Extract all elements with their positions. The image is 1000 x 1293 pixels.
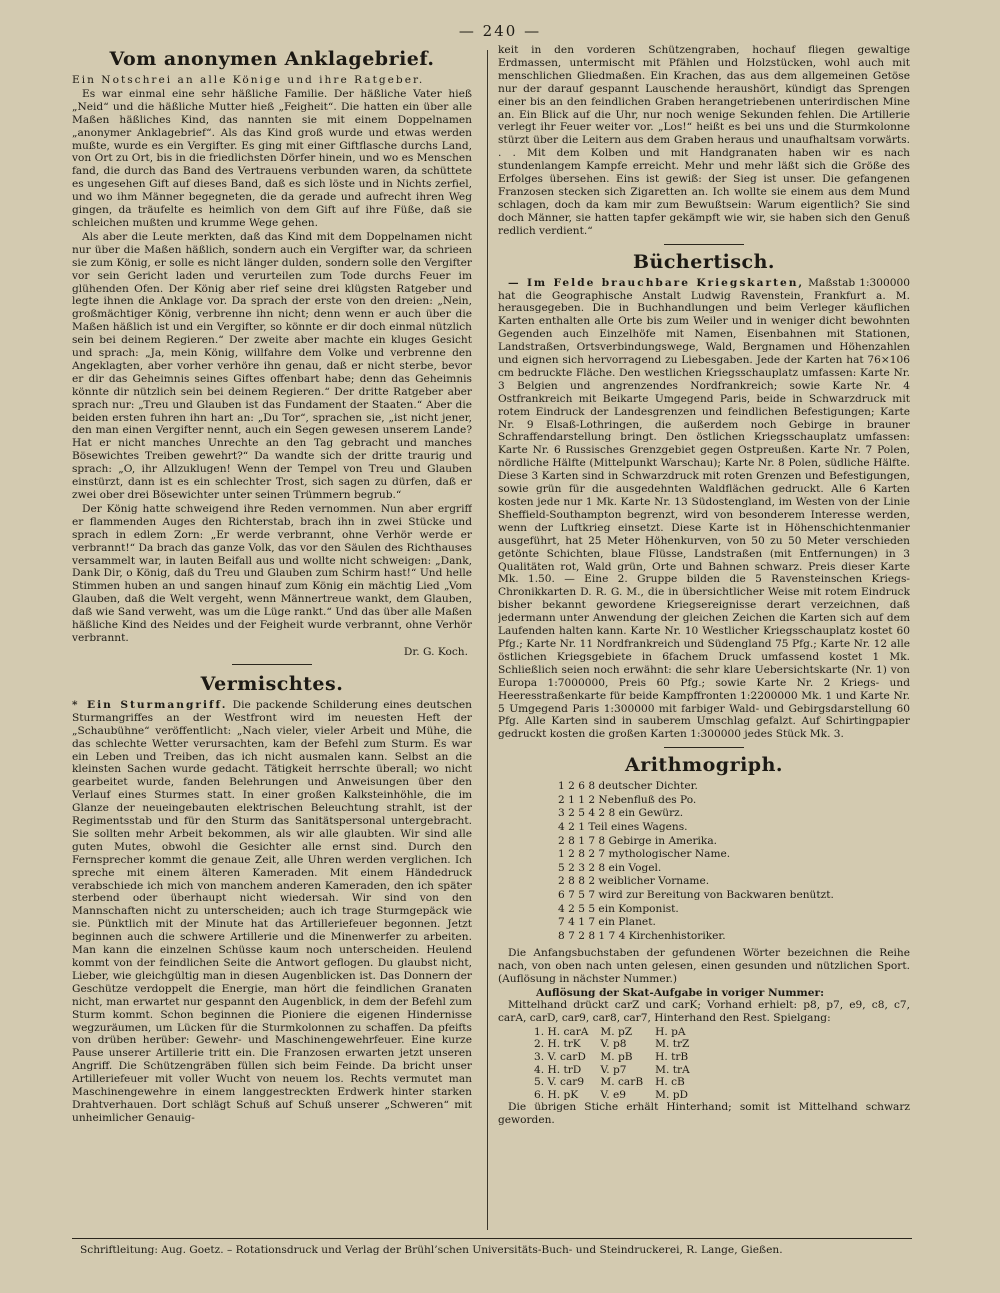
list-item: 6 7 5 7 wird zur Bereitung von Backwaren benützt.: [558, 888, 834, 901]
table-row: [534, 1076, 702, 1089]
article-lead: — Im Felde brauchbare Kriegskarten,: [508, 276, 805, 289]
divider: [664, 244, 744, 245]
paragraph-text: Die packende Schilderung eines deutschen Sturmangriffes an der Westfront wird im neuesten Heft der „Schaubühne“ veröffentlicht: „Nach vieler, vieler Arbeit und Mühe, die das schlechte Wetter verursachten, kam der Befehl zum Sturm. Es war ein Leben und Treiben, das ich nicht ausmalen kann. Selbst an die kleinsten Sachen wurde gedacht. Tätigkeit herrschte überall; wo nicht gearbeitet wurde, fanden Belehrungen und Anweisungen über den Verlauf eines Sturmes statt. In einer großen Kalksteinhöhle, die im Glanze der neueingebauten elektrischen Beleuchtung strahlt, ist der Regimentsstab und für den Sturm das Sanitätspersonal untergebracht. Sie sollten mehr Arbeit bekommen, als wir alle glaubten. Wir sind alle guten Mutes, obwohl die Gesichter alle ernst sind. Durch den Fernsprecher kommt die genaue Zeit, alle Uhren werden verglichen. Ich spreche mit einem älteren Kameraden. Mit einem Händedruck verabschiede ich mich von manchem anderen Kameraden, den ich später sterbend oder überhaupt nicht wiedersah. Wir sind von den Mannschaften nicht zu unterscheiden; auch ich trage Sturmgepäck wie sie. Pünktlich mit der Minute hat das Artilleriefeuer begonnen. Jetzt beginnen auch die schwere Artillerie und die Minenwerfer zu arbeiten. Man kann die einzelnen Schüsse kaum noch unterscheiden. Heulend kommt von der feindlichen Seite die Antwort geflogen. Du glaubst nicht, Lieber, wie gleichgültig man in diesen Augenblicken ist. Das Donnern der Geschütze verdoppelt die Energie, man hört die feindlichen Granaten nicht, man erwartet nur gespannt den Augenblick, in dem der Befehl zum Sturm kommt. Schon beginnen die Pioniere die eigenen Hindernisse wegzuräumen, um Lücken für die Sturmkolonnen zu schaffen. Da pfeifts von drüben herüber: Gewehr- und Maschinengewehrfeuer. Eine kurze Pause unserer Artillerie tritt ein. Die Franzosen erwarten jetzt unseren Angriff. Die Schützengräben füllen sich beim Feinde. Da bricht unser Artilleriefeuer mit voller Wucht von neuem los. Rechts vermutet man Maschinengewehre in einem langgestreckten Erdwerk hinter starken Drahtverhauen. Dort schlägt Schuß auf Schuß unserer „Schweren“ mit unheimlicher Genauig-: [72, 698, 472, 1124]
list-item: 2 8 1 7 8 Gebirge in Amerika.: [558, 834, 718, 847]
paragraph-text: Maßstab 1:300000 hat die Geographische Anstalt Ludwig Ravenstein, Frankfurt a. M. herausgegeben. Die in Buchhandlungen und beim Verleger käuflichen Karten enthalten alle Orte bis zum Weiler und in weniger dicht bewohnten Gegenden auch Einzelhöfe mit Namen, Eisenbahnen mit Stationen, Landstraßen, Ortsverbindungswege, Wald, Bergnamen und Höhenzahlen und eignen sich hervorragend zu Liebesgaben. Jede der Karten hat 76×106 cm bedruckte Fläche. Den westlichen Kriegsschauplatz umfassen: Karte Nr. 3 Belgien und angrenzendes Nordfrankreich; sowie Karte Nr. 4 Ostfrankreich mit Beikarte Umgegend Paris, beide in Schwarzdruck mit rotem Eindruck der Landesgrenzen und feindlichen Befestigungen; Karte Nr. 9 Elsaß-Lothringen, die außerdem noch Gebirge in brauner Schraffendarstellung bringt. Den östlichen Kriegsschauplatz umfassen: Karte Nr. 6 Russisches Grenzgebiet gegen Ostpreußen. Karte Nr. 7 Polen, nördliche Hälfte (Mittelpunkt Warschau); Karte Nr. 8 Polen, südliche Hälfte. Diese 3 Karten sind in Schwarzdruck mit roten Grenzen und Befestigungen, sowie grün für die ausgedehnten Waldflächen gedruckt. Alle 6 Karten kosten jede nur 1 Mk. Karte Nr. 13 Südostengland, im Westen von der Linie Sheffield-Southampton begrenzt, wird von besonderem Interesse werden, wenn der Luftkrieg einsetzt. Diese Karte ist in Höhenschichtenmanier ausgeführt, hat 25 Meter Höhenkurven, von 50 zu 50 Meter verschieden getönte Schichten, blaue Flüsse, Landstraßen (mit Entfernungen) in 3 Qualitäten rot, Wald grün, Orte und Bahnen schwarz. Preis dieser Karte Mk. 1.50. — Eine 2. Gruppe bilden die 5 Ravensteinschen Kriegs-Chronikkarten D. R. G. M., die in übersichtlicher Weise mit rotem Eindruck bisher bekannt gewordene Kriegsereignisse derart verzeichnen, daß jedermann unter Anwendung der gleichen Zeichen die Karten sich auf dem Laufenden halten kann. Karte Nr. 10 Westlicher Kriegsschauplatz kostet 60 Pfg.; Karte Nr. 11 Nordfrankreich und Südengland 75 Pfg.; Karte Nr. 12 alle östlichen Kriegsgebiete in 6fachem Druck umfassend kostet 1 Mk. Schließlich seien noch erwähnt: die sehr klare Uebersichtskarte (Nr. 1) von Europa 1:7000000, Preis 60 Pfg.; sowie Karte Nr. 2 Kriegs- und Heeresstraßenkarte für beide Kampffronten 1:2200000 Mk. 1 und Karte Nr. 5 Umgegend Paris 1:300000 mit farbiger Wald- und Gebirgsdarstellung 60 Pfg. Alle Karten sind in sauberem Umschlag gefalzt. Auf Schirtingpapier gedruckt kosten die großen Karten 1:300000 jedes Stück Mk. 3.: [498, 276, 910, 741]
paragraph: Mittelhand drückt carZ und carK; Vorhand erhielt: p8, p7, e9, c8, c7, carA, carD, car9, car8, car7, Hinterhand den Rest. Spielgang:: [498, 999, 910, 1024]
article-title-anklagebrief: Vom anonymen Anklagebrief.: [109, 48, 435, 70]
article-title-buechertisch: Büchertisch.: [632, 250, 776, 273]
paragraph: Die übrigen Stiche erhält Hinterhand; somit ist Mittelhand schwarz geworden.: [498, 1101, 910, 1127]
table-cell: M. carB: [600, 1076, 644, 1089]
footer-divider: [72, 1238, 912, 1239]
table-cell: H. trB: [655, 1051, 689, 1064]
paragraph: [498, 277, 910, 742]
table-cell: 4. H. trD: [534, 1063, 582, 1076]
table-cell: M. pB: [600, 1051, 633, 1064]
table-cell: 3. V. carD: [534, 1051, 586, 1064]
table-cell: 2. H. trK: [534, 1038, 581, 1051]
table-row: [534, 1064, 702, 1077]
table-cell: M. trA: [655, 1063, 690, 1076]
table-cell: V. e9: [600, 1088, 626, 1101]
paragraph: Als aber die Leute merkten, daß das Kind mit dem Doppelnamen nicht nur über die Maßen häßlich, sondern auch ein Vergifter war, da schrieen sie zum König, er solle es nicht länger dulden, sondern solle den Vergifter vor sein Gericht laden und verurteilen zum Tode durchs Feuer im glühenden Ofen. Der König aber rief seine drei klügsten Ratgeber und legte ihnen die Anklage vor. Da sprach der erste von den dreien: „Nein, großmächtiger König, verbrenne ihn nicht; denn wenn er auch über die Maßen häßlich ist und ein Vergifter, so könnte er dir doch einmal nützlich sein bei deinem Regieren.“ Der zweite aber machte ein kluges Gesicht und sprach: „Ja, mein König, willfahre dem Volke und verbrenne den Angeklagten, aber vorher verhöre ihn genau, daß er nicht sterbe, bevor er dir das Geheimnis seines Giftes offenbart habe; denn das Geheimnis könnte dir nützlich sein bei deinem Regieren.“ Der dritte Ratgeber aber sprach nur: „Treu und Glauben ist das Fundament der Staaten.“ Aber die beiden ersten fuhren ihn hart an: „Du Tor“, sprachen sie, „ist nicht jener, den man einen Vergifter nennt, auch ein Segen gewesen unserem Lande? Hat er nicht manches Unrechte an den Tag gebracht und manches Bösewichtes Treiben gewehrt?“ Da wandte sich der dritte traurig und sprach: „O, ihr Allzuklugen! Wenn der Tempel von Treu und Glauben einstürzt, dann ist es ein schlechter Trost, sich sagen zu dürfen, daß er zwei ober drei Bösewichter unter seinen Trümmern begrub.“: [72, 230, 472, 501]
table-cell: 5. V. car9: [534, 1076, 585, 1089]
table-row: [534, 1051, 702, 1064]
list-item: 2 8 8 2 weiblicher Vorname.: [558, 875, 710, 888]
table-cell: M. pZ: [600, 1025, 633, 1038]
table-cell: V. p8: [600, 1038, 627, 1051]
table-cell: M. trZ: [655, 1038, 690, 1051]
table-cell: M. pD: [655, 1088, 688, 1101]
list-item: 8 7 2 8 1 7 4 Kirchenhistoriker.: [558, 929, 726, 942]
divider: [232, 664, 312, 665]
paragraph: Es war einmal eine sehr häßliche Familie. Der häßliche Vater hieß „Neid“ und die häßliche Mutter hieß „Feigheit“. Die hatten ein über alle Maßen häßliches Kind, das nannten sie mit einem Doppelnamen „anonymer Anklagebrief“. Als das Kind groß wurde und etwas werden mußte, wurde es ein Vergifter. Es ging mit einer Giftflasche durchs Land, von Ort zu Ort, bis in die friedlichsten Dörfer hinein, und wo es Menschen fand, die durch das Band des Vertrauens verbunden waren, da schüttete es ungesehen Gift auf dieses Band, daß es sich löste und in Nichts zerfiel, und wo ihm Männer begegneten, die da gerade und aufrecht ihren Weg gingen, da träufelte es heimlich von dem Gift auf ihre Füße, daß sie schleichen mußten und krumme Wege gehen.: [72, 87, 472, 229]
table-cell: V. p7: [600, 1063, 627, 1076]
skat-title: Auflösung der Skat-Aufgabe in voriger Nummer:: [536, 987, 824, 1000]
left-column: [72, 44, 472, 1234]
arithmogriph-list: [558, 780, 910, 943]
table-cell: 6. H. pK: [534, 1088, 579, 1101]
divider: [664, 747, 744, 748]
table-cell: H. pA: [655, 1025, 686, 1038]
article-subtitle: Ein Notschrei an alle Könige und ihre Ratgeber.: [72, 74, 425, 86]
signature: Dr. G. Koch.: [403, 645, 468, 658]
footer-imprint: Schriftleitung: Aug. Goetz. – Rotationsdruck und Verlag der Brühl’schen Universitäts-Buch- und Steindruckerei, R. Lange, Gießen.: [80, 1244, 783, 1256]
article-title-arithmogriph: Arithmogriph.: [624, 754, 784, 777]
page-number: — 240 —: [458, 22, 542, 40]
table-cell: H. cB: [655, 1076, 685, 1089]
paragraph: [72, 699, 472, 1125]
table-row: [534, 1038, 702, 1051]
skat-table: [534, 1026, 702, 1102]
list-item: 4 2 5 5 ein Komponist.: [558, 902, 679, 915]
list-item: 4 2 1 Teil eines Wagens.: [558, 821, 688, 833]
list-item: 1 2 8 2 7 mythologischer Name.: [558, 848, 731, 861]
paragraph: keit in den vorderen Schützengraben, hochauf fliegen gewaltige Erdmassen, untermischt mit Pfählen und Holzstücken, wohl auch mit menschlichen Gliedmaßen. Ein Krachen, das aus dem allgemeinen Getöse nur der darauf gespannt Lauschende heraushört, kündigt das Sprengen einer bis an den feindlichen Graben herangetriebenen unterirdischen Mine an. Ein Blick auf die Uhr, nur noch wenige Sekunden fehlen. Die Artillerie verlegt ihr Feuer weiter vor. „Los!“ heißt es bei uns und die Sturmkolonne stürzt über die Leitern aus dem Graben heraus und unaufhaltsam vorwärts. . . Mit dem Kolben und mit Handgranaten haben wir es nach stundenlangem Kampfe erreicht. Mehr und mehr läßt sich die Größe des Erfolges übersehen. Eins ist gewiß: der Sieg ist unser. Die gefangenen Franzosen stecken sich Zigaretten an. Ich wollte sie einem aus dem Mund schlagen, doch da kam mir zum Bewußtsein: Warum eigentlich? Sie sind doch Männer, sie hatten tapfer gekämpft wie wir, sie haben sich den Genuß redlich verdient.“: [498, 44, 910, 237]
list-item: 1 2 6 8 deutscher Dichter.: [558, 780, 698, 793]
column-divider: [487, 50, 488, 1230]
list-item: 5 2 3 2 8 ein Vogel.: [558, 861, 662, 874]
list-item: 2 1 1 2 Nebenfluß des Po.: [558, 793, 697, 806]
list-item: 7 4 1 7 ein Planet.: [558, 916, 656, 929]
paragraph: Der König hatte schweigend ihre Reden vernommen. Nun aber ergriff er flammenden Auges den Richterstab, brach ihn in zwei Stücke und sprach in edlem Zorn: „Er werde verbrannt, ohne Verhör werde er verbrannt!“ Da brach das ganze Volk, das vor den Säulen des Richthauses versammelt war, in lauten Beifall aus und wollte nicht schweigen: „Dank, Dank Dir, o König, daß du Treu und Glauben zum Schirm hast!“ Und helle Stimmen huben an und sangen hinauf zum König ein mächtig Lied „Vom Glauben, daß die Welt vergeht, wenn Männertreue wankt, dem Glauben, daß wie Sand verweht, was um die Lüge rankt.“ Und das über alle Maßen häßliche Kind des Neides und der Feigheit wurde verbrannt, ohne Verhör verbrannt.: [72, 502, 472, 644]
list-item: 3 2 5 4 2 8 ein Gewürz.: [558, 807, 684, 820]
article-lead: * Ein Sturmangriff.: [72, 698, 228, 711]
table-row: [534, 1089, 702, 1102]
paragraph: Die Anfangsbuchstaben der gefundenen Wörter bezeichnen die Reihe nach, von oben nach unten gelesen, einen gesunden und nützlichen Sport. (Auflösung in nächster Nummer.): [498, 947, 910, 986]
table-cell: 1. H. carA: [534, 1025, 589, 1038]
table-row: [534, 1026, 702, 1039]
article-title-vermischtes: Vermischtes.: [200, 672, 344, 695]
right-column: [498, 44, 910, 1234]
